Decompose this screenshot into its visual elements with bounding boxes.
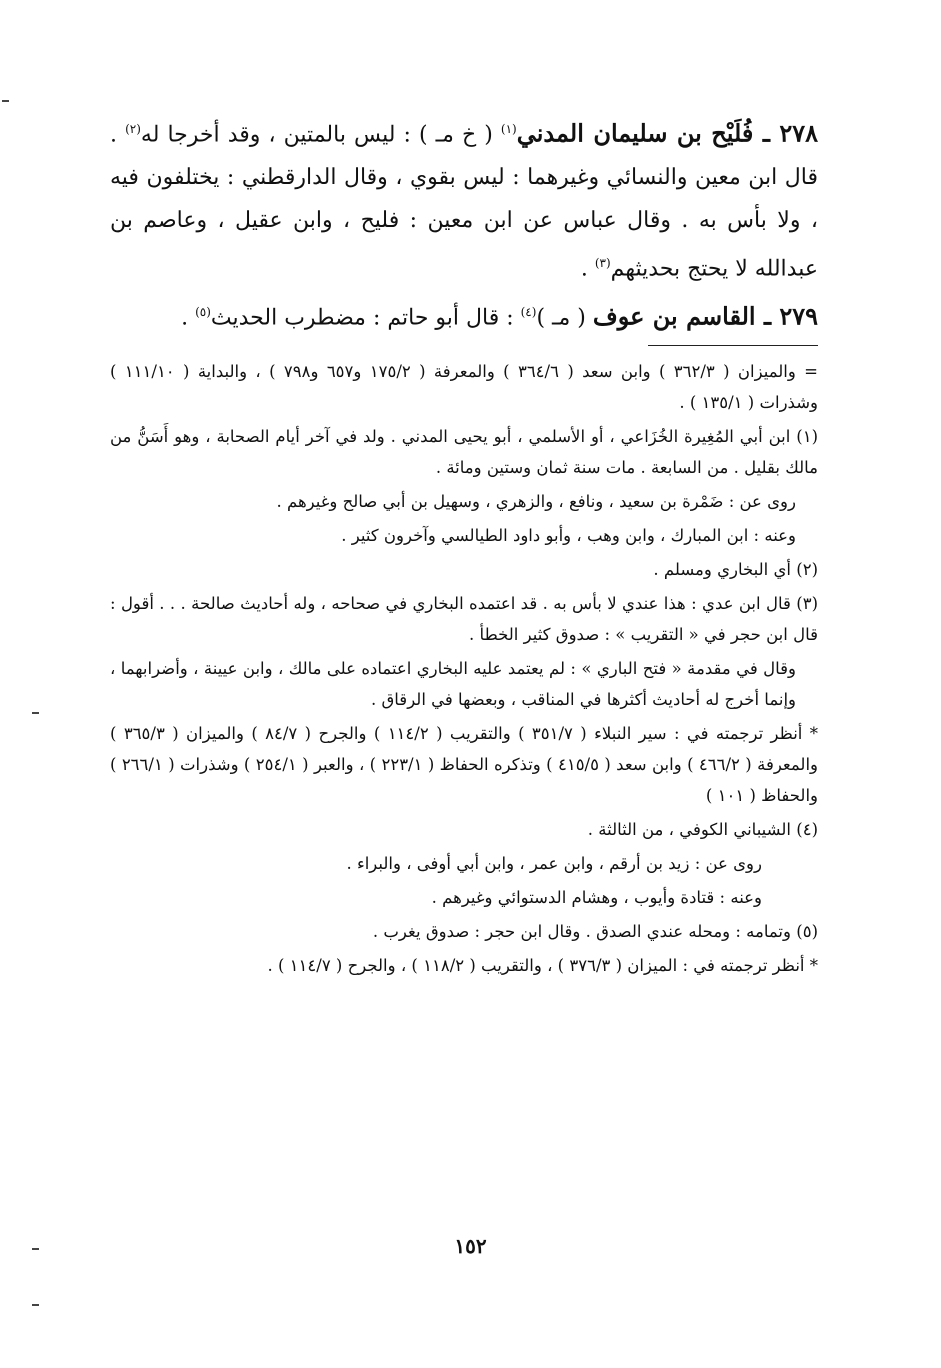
footnote-1-narrators: وعنه : ابن المبارك ، وابن وهب ، وأبو داود الطيالسي وآخرون كثير .	[341, 525, 796, 545]
footnote-separator	[648, 345, 818, 346]
entry-279	[110, 291, 818, 339]
footnote-sources-279: * أنظر ترجمته في : الميزان ( ٣٧٦/٣ ) ، والتقريب ( ١١٨/٢ ) ، والجرح ( ١١٤/٧ ) .	[267, 955, 818, 975]
entry-278	[110, 108, 818, 291]
entry-text: ( مـ )	[536, 304, 593, 330]
footnote-ref: (٤)	[520, 304, 537, 319]
footnote-5: (٥) وتمامه : ومحله عندي الصدق . وقال ابن حجر : صدوق يغرب .	[372, 921, 818, 941]
entry-text: .	[580, 256, 595, 282]
footnote-4-narrators: وعنه : قتادة وأيوب ، وهشام الدستوائي وغيرهم .	[431, 887, 762, 907]
footnote-4-narrated-from: روى عن : زيد بن أرقم ، وابن عمر ، وابن أبي أوفى ، والبراء .	[346, 853, 762, 873]
footnote-1: (١) ابن أبي المُغِيرة الخُزَاعي ، أو الأسلمي ، أبو يحيى المدني . ولد في آخر أيام الصحابة ، وهو أَسَنُّ من مالك بقليل . من السابعة . مات سنة ثمان وستين ومائة .	[110, 426, 818, 477]
footnote-continuation: = والميزان ( ٣٦٢/٣ ) وابن سعد ( ٣٦٤/٦ ) والمعرفة ( ١٧٥/٢ و٦٥٧ و٧٩٨ ) ، والبداية ( ١١١/١٠ ) وشذرات ( ١٣٥/١ ) .	[110, 361, 819, 412]
entry-text: : قال أبو حاتم : مضطرب الحديث	[210, 304, 521, 330]
page-body	[110, 108, 818, 984]
entry-text: ( خ مـ ) : ليس بالمتين ، وقد أخرجا له	[140, 122, 501, 148]
footnote-ref: (٥)	[195, 304, 211, 319]
footnote-ref: (٢)	[125, 122, 141, 136]
footnote-3-continued: وقال في مقدمة « فتح الباري » : لم يعتمد عليه البخاري اعتماده على مالك ، وابن عيينة ، وأضرابهما ، وإنما أخرج له أحاديث أكثرها في المناقب ، وبعضها في الرقاق .	[110, 658, 796, 709]
scan-mark	[32, 1248, 39, 1250]
footnote-ref: (٣)	[594, 256, 611, 271]
entry-text: .	[181, 304, 196, 330]
page-number: ١٥٢	[454, 1234, 487, 1258]
footnote-1-narrated-from: روى عن : ضَمْرة بن سعيد ، ونافع ، والزهري ، وسهيل بن أبي صالح وغيرهم .	[276, 491, 796, 511]
entry-text: . قال ابن معين والنسائي وغيرهما : ليس بقوي ، وقال الدارقطني : يختلفون فيه ، ولا بأس به . وقال عباس عن ابن معين : فليح ، وابن عقيل ، وعاصم بن عبدالله لا يحتج بحديثهم	[110, 122, 818, 282]
footnote-2: (٢) أي البخاري ومسلم .	[653, 559, 818, 579]
scan-mark	[32, 712, 39, 714]
footnote-3: (٣) قال ابن عدي : هذا عندي لا بأس به . قد اعتمده البخاري في صحاحه ، وله أحاديث صالحة . . . أقول : قال ابن حجر في « التقريب » : صدوق كثير الخطأ .	[110, 593, 818, 644]
footnote-ref: (١)	[500, 122, 517, 136]
entry-heading: ٢٧٩ ـ القاسم بن عوف	[592, 300, 818, 330]
footnote-sources-278: * أنظر ترجمته في : سير النبلاء ( ٣٥١/٧ ) والتقريب ( ١١٤/٢ ) والجرح ( ٨٤/٧ ) والميزان ( ٣٦٥/٣ ) والمعرفة ( ٤٦٦/٢ ) وابن سعد ( ٤١٥/٥ ) وتذكره الحفاظ ( ٢٢٣/١ ) ، والعبر ( ٢٥٤/١ ) وشذرات ( ٢٦٦/١ ) والحفاظ ( ١٠١ )	[110, 723, 819, 805]
entry-heading: ٢٧٨ ـ فُلَيْح بن سليمان المدني	[516, 118, 818, 148]
footnote-4: (٤) الشيباني الكوفي ، من الثالثة .	[587, 819, 818, 839]
scan-mark	[2, 100, 9, 102]
footnotes	[110, 356, 818, 981]
scan-mark	[32, 1304, 39, 1306]
